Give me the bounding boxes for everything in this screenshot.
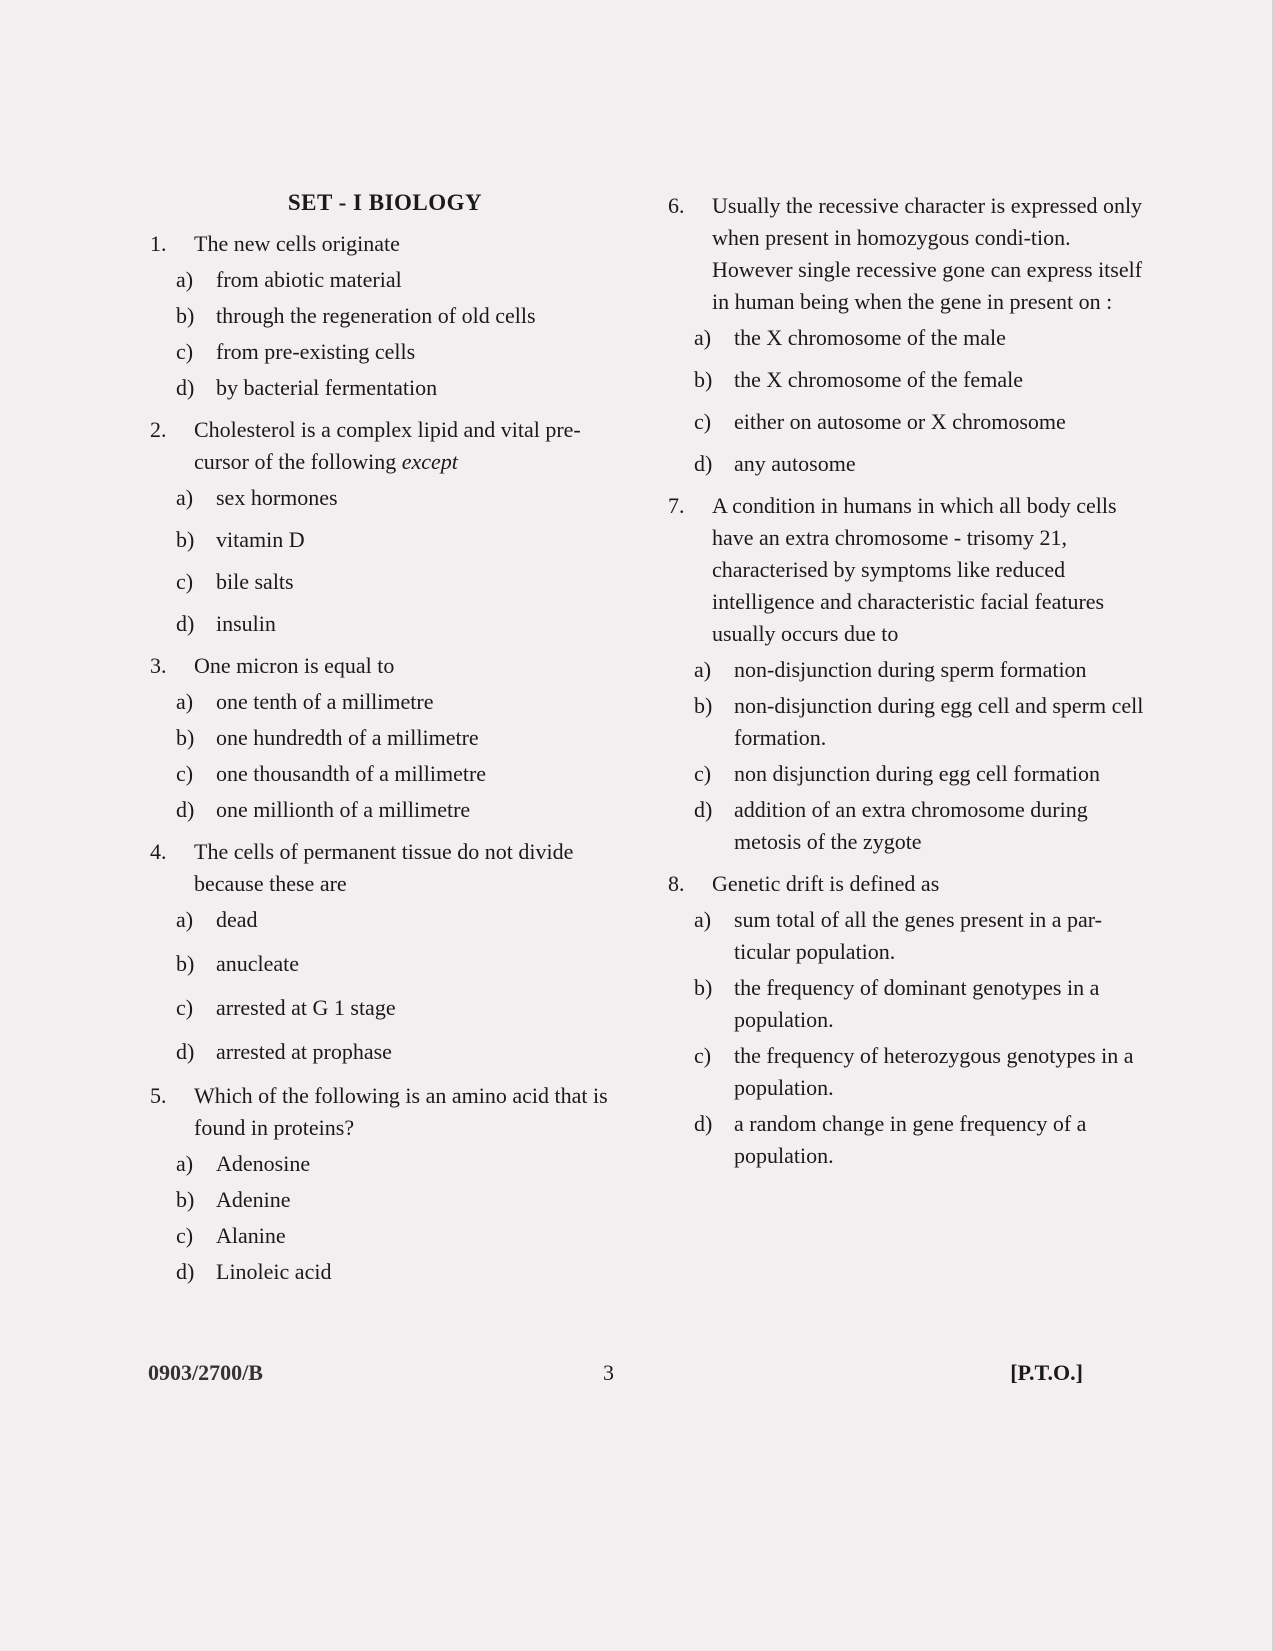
- question-text: Usually the recessive character is expressed only when present in homozygous condi-tion. However single recessive gone can express itself in human being when the gene in present on :: [712, 193, 1143, 314]
- option-c: c) from pre-existing cells: [176, 339, 416, 364]
- option-c: c) the frequency of heterozygous genotypes in a population.: [694, 1043, 1134, 1100]
- question-number: 2.: [150, 417, 167, 442]
- option-b: b) vitamin D: [176, 527, 305, 552]
- option-c: c) non disjunction during egg cell formation: [694, 761, 1100, 786]
- option-b: b) non-disjunction during egg cell and sperm cell formation.: [694, 693, 1144, 750]
- question-text: The cells of permanent tissue do not divide because these are: [194, 839, 574, 896]
- pto-marker: [P.T.O.]: [1010, 1360, 1083, 1385]
- question-text: Genetic drift is defined as: [712, 871, 940, 896]
- option-d: d) Linoleic acid: [176, 1259, 332, 1284]
- question-text: One micron is equal to: [194, 653, 395, 678]
- option-d: d) one millionth of a millimetre: [176, 797, 471, 822]
- option-a: a) non-disjunction during sperm formation: [694, 657, 1087, 682]
- question-number: 8.: [668, 871, 685, 896]
- option-c: c) arrested at G 1 stage: [176, 995, 396, 1020]
- option-d: d) insulin: [176, 611, 276, 636]
- option-b: b) anucleate: [176, 951, 300, 976]
- question-number: 5.: [150, 1083, 167, 1108]
- question-number: 6.: [668, 193, 685, 218]
- option-b: b) through the regeneration of old cells: [176, 303, 536, 328]
- option-b: b) Adenine: [176, 1187, 291, 1212]
- option-a: a) sum total of all the genes present in a par-ticular population.: [694, 907, 1102, 964]
- right-column: [668, 190, 1148, 1182]
- option-c: c) bile salts: [176, 569, 294, 594]
- question-4: [150, 836, 620, 1068]
- option-d: d) by bacterial fermentation: [176, 375, 438, 400]
- question-number: 7.: [668, 493, 685, 518]
- option-b: b) the frequency of dominant genotypes in a population.: [694, 975, 1100, 1032]
- question-1: [150, 228, 620, 404]
- question-number: 1.: [150, 231, 167, 256]
- question-text: A condition in humans in which all body cells have an extra chromosome - trisomy 21, characterised by symptoms like reduced intelligence and characteristic facial features usually occurs due to: [712, 493, 1117, 646]
- question-text: Cholesterol is a complex lipid and vital pre-cursor of the following except: [194, 417, 581, 474]
- option-a: a) dead: [176, 907, 258, 932]
- question-2: [150, 414, 620, 640]
- option-a: a) the X chromosome of the male: [694, 325, 1006, 350]
- question-5: [150, 1080, 620, 1288]
- option-a: a) Adenosine: [176, 1151, 311, 1176]
- paper-code: 0903/2700/B: [148, 1360, 263, 1385]
- question-3: [150, 650, 620, 826]
- option-d: d) a random change in gene frequency of a population.: [694, 1111, 1087, 1168]
- option-d: d) any autosome: [694, 451, 856, 476]
- option-a: a) from abiotic material: [176, 267, 402, 292]
- question-text: The new cells originate: [194, 231, 400, 256]
- option-c: c) one thousandth of a millimetre: [176, 761, 487, 786]
- question-number: 4.: [150, 839, 167, 864]
- question-number: 3.: [150, 653, 167, 678]
- left-column: [150, 190, 620, 1298]
- option-b: b) one hundredth of a millimetre: [176, 725, 479, 750]
- question-8: [668, 868, 1148, 1172]
- option-c: c) either on autosome or X chromosome: [694, 409, 1066, 434]
- set-title: SET - I BIOLOGY: [287, 190, 483, 215]
- option-c: c) Alanine: [176, 1223, 286, 1248]
- option-d: d) arrested at prophase: [176, 1039, 392, 1064]
- option-b: b) the X chromosome of the female: [694, 367, 1023, 392]
- page-number: 3: [603, 1360, 614, 1385]
- question-7: [668, 490, 1148, 858]
- option-a: a) sex hormones: [176, 485, 338, 510]
- question-text: Which of the following is an amino acid that is found in proteins?: [194, 1083, 608, 1140]
- option-d: d) addition of an extra chromosome during metosis of the zygote: [694, 797, 1088, 854]
- question-6: [668, 190, 1148, 480]
- option-a: a) one tenth of a millimetre: [176, 689, 434, 714]
